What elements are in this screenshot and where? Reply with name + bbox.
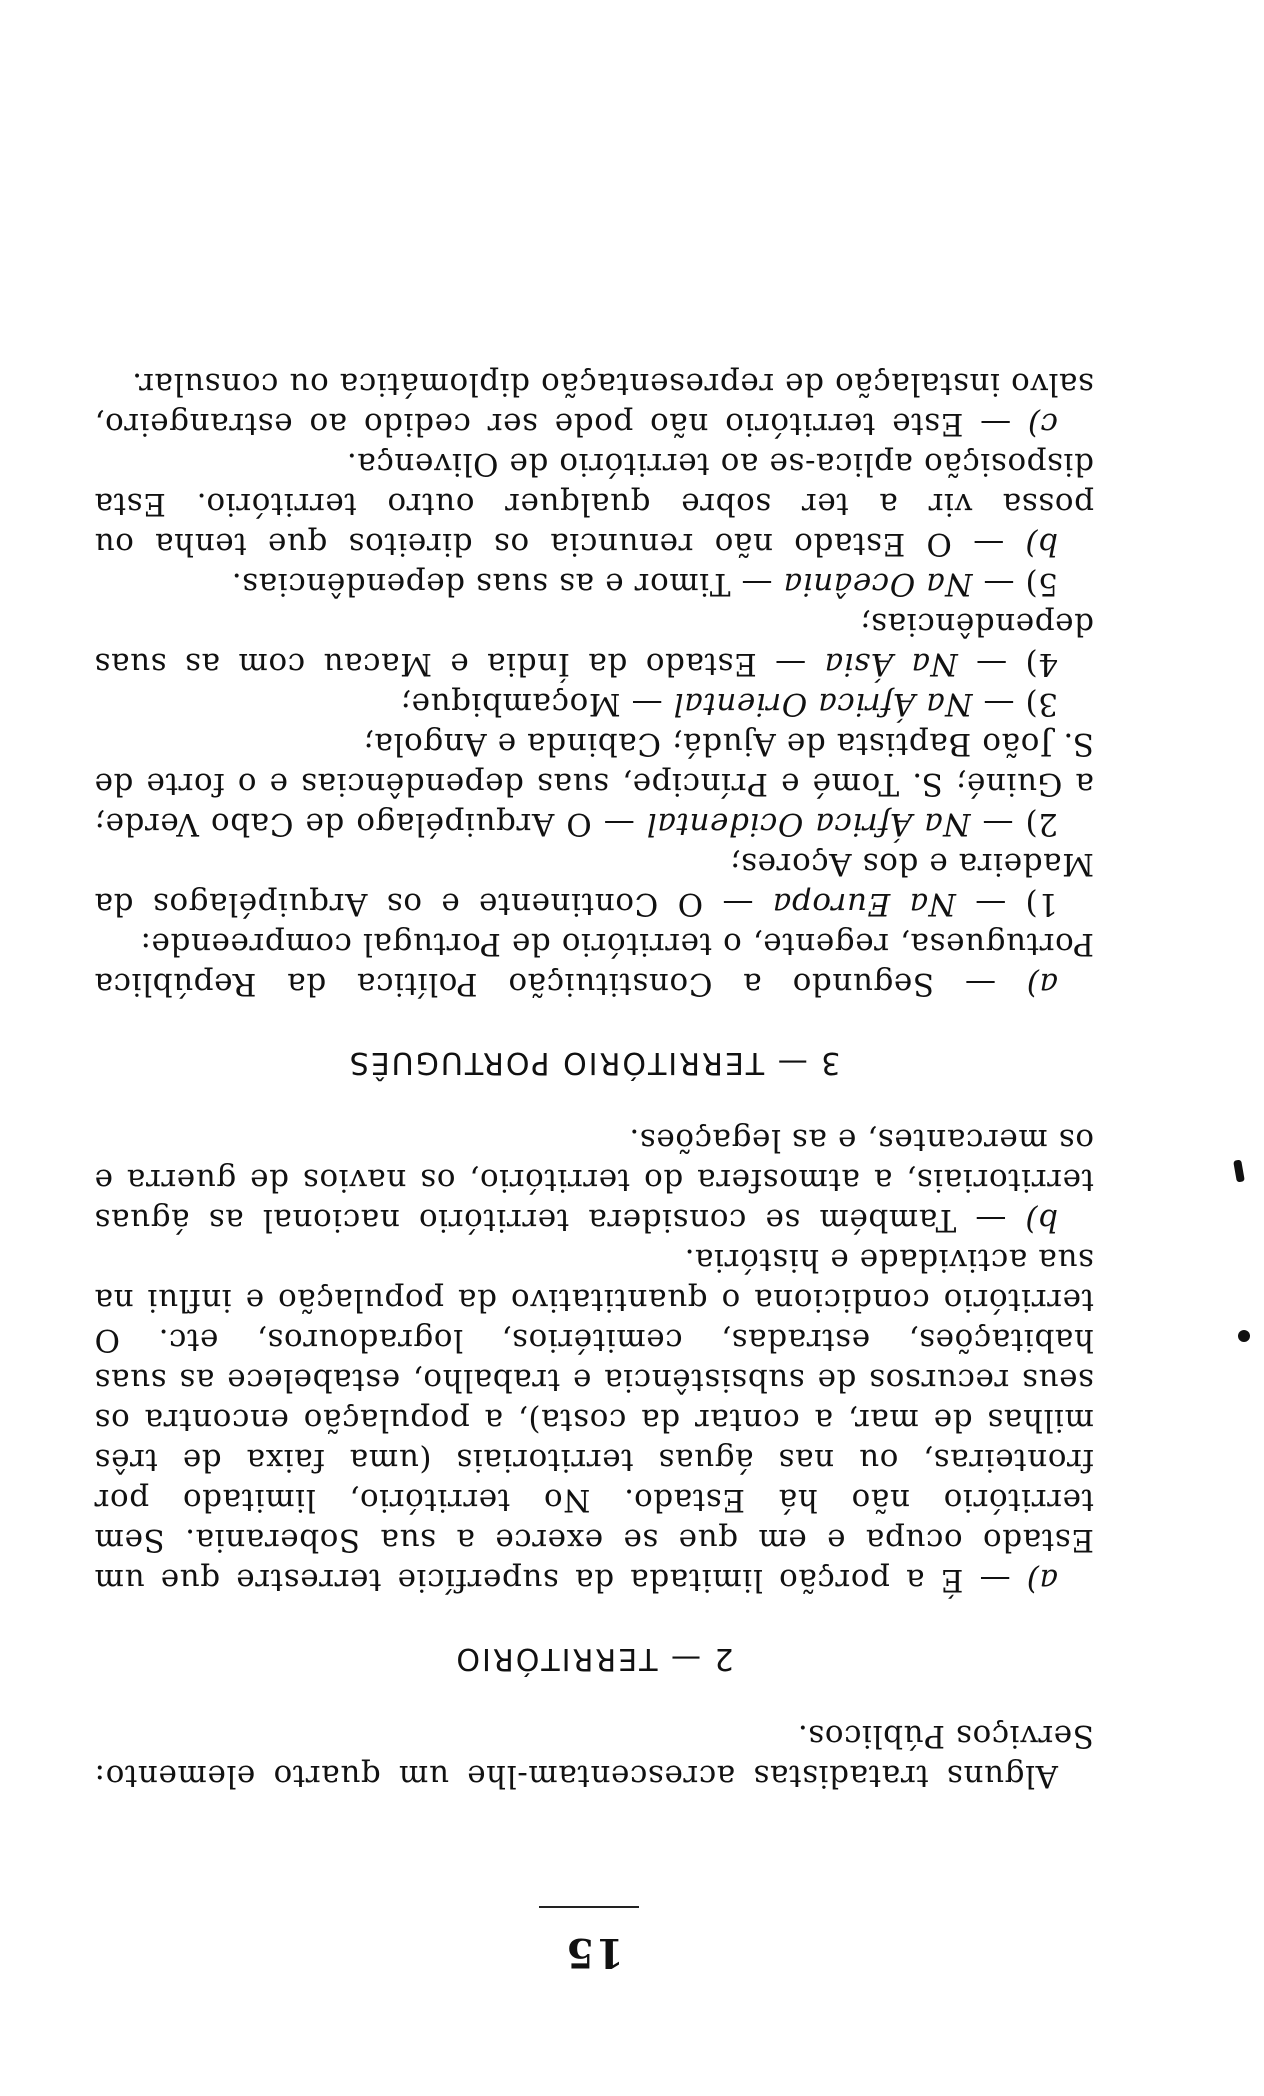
paragraph-3c [94,364,1094,444]
item2-number: 2) [1024,806,1058,842]
text-2a: — É a porção limitada da superfície terrestre que um Estado ocupa e em que se exerce a sua Soberania. Sem território não há Estado. No território, limitado por fronteiras, ou nas águas territoriais (uma faixa de três milhas de mar, a contar da costa), a população encontra os seus recursos de subsistência e trabalho, estabelece as suas habitações, estradas, cemitérios, logradouros, etc. O território condiciona o quantitativo da população e influi na sua actividade e história. [94,1242,1094,1598]
item5-text: — Timor e as suas dependências. [231,566,784,602]
label-3a: a) [1026,966,1058,1002]
text-3c: — Este território não pode ser cedido ao estrangeiro, salvo instalação de representação diplomática ou consular. [94,366,1094,442]
body-text [94,364,1094,1796]
section-title-territorio-portugues: 3 — TERRITÓRIO PORTUGUÊS [347,1045,841,1080]
item4-text: — Estado da Índia e Macau com as suas dependências; [94,606,1094,682]
paragraph-3b [94,444,1094,564]
list-item-europa: 1) — Na Europa — O Continente e os Arquipélagos da Madeira e dos Açores; [94,846,1094,922]
item5-region: Na Oceânia [783,566,973,602]
text-3a: — Segundo a Constituição Política da República Portuguesa, regente, o território de Portugal compreende: [94,926,1094,1002]
text-2b: — Também se considera território nacional as águas territoriais, a atmosfera do território, os navios de guerra e os mercantes, e as legações. [94,1122,1094,1238]
text-3b: — O Estado não renuncia os direitos que tenha ou possa vir a ter sobre qualquer outro território. Esta disposição aplica-se ao território de Olivença. [94,446,1094,562]
item4-region: Na Ásia [824,646,958,682]
paragraph-2a [94,1240,1094,1600]
section-title-territorio: 2 — TERRITÓRIO [454,1641,734,1676]
paragraph-3a [94,924,1094,1004]
item4-number: 4) [1024,646,1058,682]
list-item-oceania: 5) — Na Oceânia — Timor e as suas dependências. [231,566,1058,602]
list-item-africa-oriental: 3) — Na África Oriental — Moçambique; [400,686,1058,722]
intro-paragraph: Alguns tratadistas acrescentam-lhe um quarto elemento: Serviços Públicos. [94,1718,1094,1794]
item1-number: 1) [1024,886,1058,922]
item2-text: — O Arquipélago de Cabo Verde; a Guiné; S. Tomé e Príncipe, suas dependências e o forte de S. João Baptista de Ajudá; Cabinda e Angola; [93,726,1094,842]
page-number-rule [539,1906,639,1908]
list-item-africa-ocidental: 2) — Na África Ocidental — O Arquipélago de Cabo Verde; a Guiné; S. Tomé e Príncipe, suas dependências e o forte de S. João Baptista de Ajudá; Cabinda e Angola; [93,726,1094,842]
label-2b: b) [1024,1202,1058,1238]
item1-region: Na Europa [772,886,956,922]
label-2a: a) [1026,1562,1058,1598]
item5-number: 5) [1024,566,1058,602]
item3-number: 3) [1024,686,1058,722]
item1-text: — O Continente e os Arquipélagos da Madeira e dos Açores; [94,846,1094,922]
item2-region: Na África Ocidental [646,806,971,842]
item3-region: Na África Oriental [673,686,973,722]
ink-dot-mark [1238,1330,1250,1342]
list-item-asia: 4) — Na Ásia — Estado da Índia e Macau com as suas dependências; [94,606,1094,682]
label-3c: c) [1027,406,1058,442]
label-3b: b) [1024,526,1058,562]
page-number: 15 [564,1929,624,1976]
paragraph-2b [94,1120,1094,1240]
item3-text: — Moçambique; [400,686,674,722]
